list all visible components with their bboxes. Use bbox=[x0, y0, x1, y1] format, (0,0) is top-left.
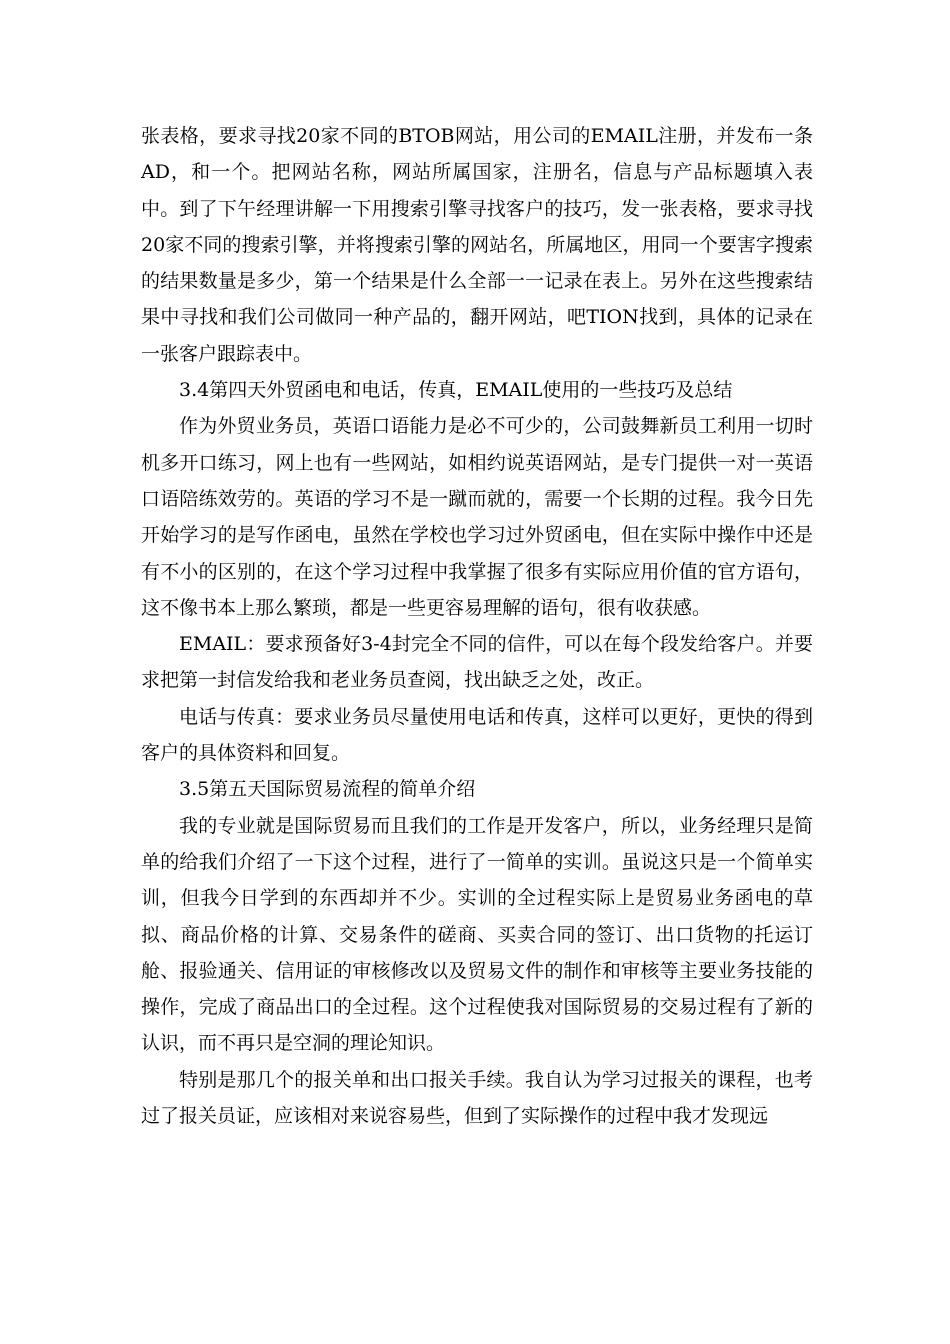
paragraph-email: EMAIL：要求预备好3-4封完全不同的信件，可以在每个段发给客户。并要求把第一封信发给我和老业务员查阅，找出缺乏之处，改正。 bbox=[141, 633, 813, 692]
paragraph-continuation: 张表格，要求寻找20家不同的BTOB网站，用公司的EMAIL注册，并发布一条AD，和一个。把网站名称，网站所属国家，注册名，信息与产品标题填入表中。到了下午经理讲解一下用搜索引擎寻找客户的技巧，发一张表格，要求寻找20家不同的搜索引擎，并将搜索引擎的网站名，所属地区，用同一个要害字搜索的结果数量是多少，第一个结果是什么全部一一记录在表上。另外在这些搜索结果中寻找和我们公司做同一种产品的，翻开网站，吧TION找到，具体的记录在一张客户跟踪表中。 bbox=[141, 125, 813, 365]
paragraph-customs: 特别是那几个的报关单和出口报关手续。我自认为学习过报关的课程，也考过了报关员证，应该相对来说容易些，但到了实际操作的过程中我才发现远 bbox=[141, 1068, 813, 1128]
section-heading-3-5: 3.5第五天国际贸易流程的简单介绍 bbox=[179, 778, 476, 801]
section-heading-3-4: 3.4第四天外贸函电和电话，传真，EMAIL使用的一些技巧及总结 bbox=[179, 379, 733, 402]
paragraph-english-skills: 作为外贸业务员，英语口语能力是必不可少的，公司鼓舞新员工利用一切时机多开口练习，网上也有一些网站，如相约说英语网站，是专门提供一对一英语口语陪练效劳的。英语的学习不是一蹴而就的，需要一个长期的过程。我今日先开始学习的是写作函电，虽然在学校也学习过外贸函电，但在实际中操作中还是有不小的区别的，在这个学习过程中我掌握了很多有实际应用价值的官方语句，这不像书本上那么繁琐，都是一些更容易理解的语句，很有收获感。 bbox=[141, 415, 813, 619]
document-body bbox=[141, 118, 813, 1134]
paragraph-trade-process: 我的专业就是国际贸易而且我们的工作是开发客户，所以，业务经理只是简单的给我们介绍了一下这个过程，进行了一简单的实训。虽说这只是一个简单实训，但我今日学到的东西却并不少。实训的全过程实际上是贸易业务函电的草拟、商品价格的计算、交易条件的磋商、买卖合同的签订、出口货物的托运订舱、报验通关、信用证的审核修改以及贸易文件的制作和审核等主要业务技能的操作，完成了商品出口的全过程。这个过程使我对国际贸易的交易过程有了新的认识，而不再只是空洞的理论知识。 bbox=[141, 814, 813, 1055]
paragraph-phone-fax: 电话与传真：要求业务员尽量使用电话和传真，这样可以更好，更快的得到客户的具体资料和回复。 bbox=[141, 705, 813, 765]
